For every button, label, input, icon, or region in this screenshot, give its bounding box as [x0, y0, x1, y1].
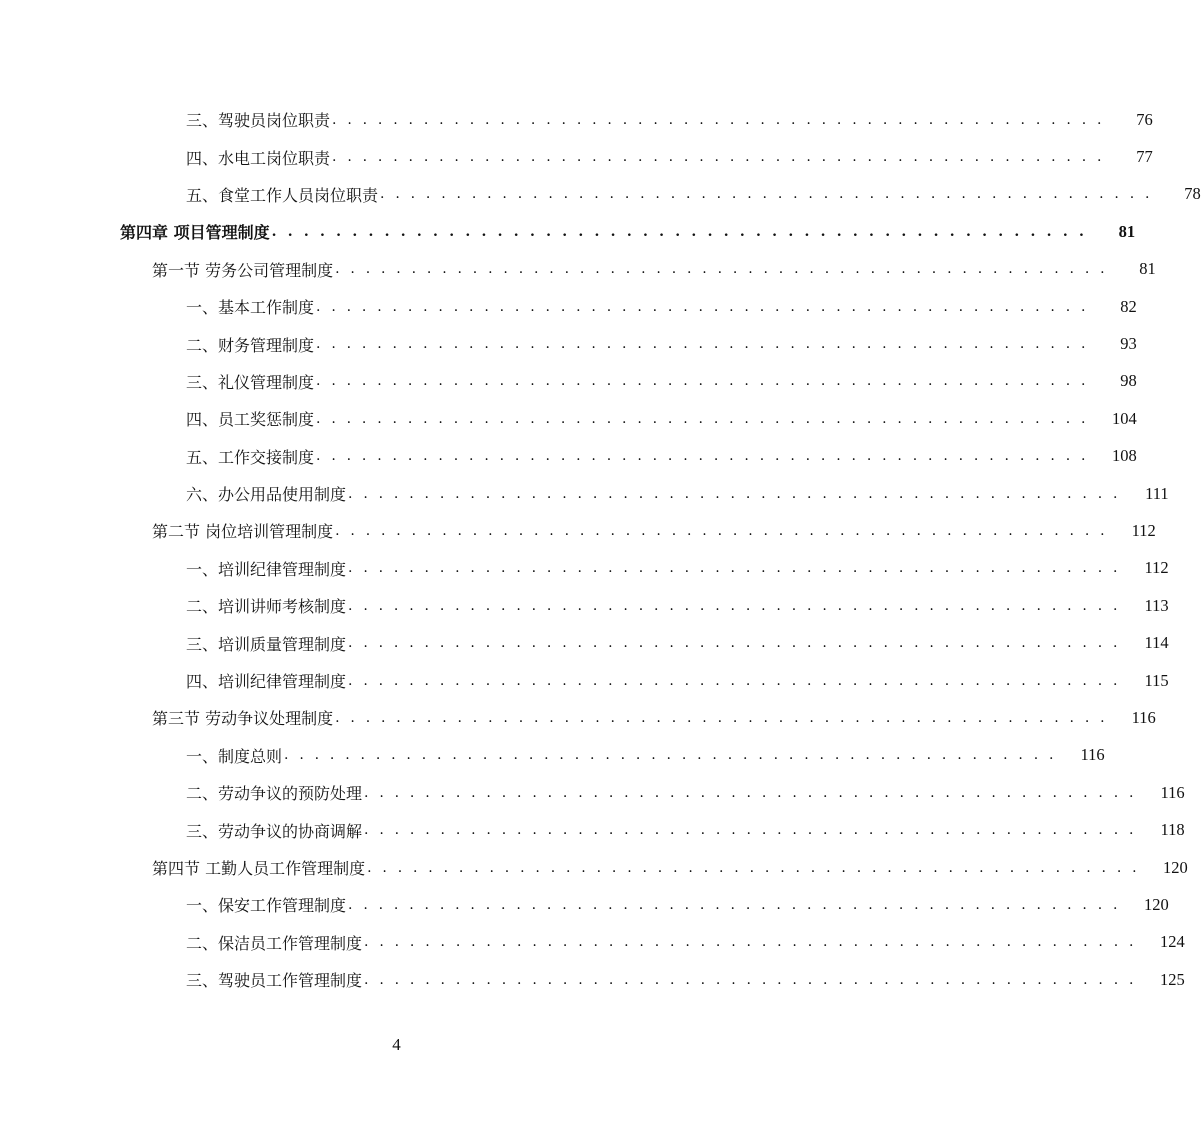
toc-entry-title: 三、劳动争议的协商调解	[186, 821, 363, 841]
toc-dot-leader: . . . . . . . . . . . . . . . . . . . . . . . . . . . . . . . . . . . . . . . . . . . . . . . . . . .	[316, 373, 1089, 390]
toc-entry-page: 76	[1136, 109, 1153, 129]
toc-entry-title: 第一节 劳务公司管理制度	[152, 260, 334, 280]
toc-dot-leader: . . . . . . . . . . . . . . . . . . . . . . . . . . . . . . . . . . . . . . . . . . . . . . . . . . .	[364, 934, 1137, 951]
toc-entry[interactable]	[0, 961, 1185, 998]
toc-entry[interactable]	[0, 288, 1137, 325]
toc-entry[interactable]	[0, 886, 1169, 923]
toc-entry-page: 112	[1131, 520, 1156, 540]
toc-entry-title: 五、食堂工作人员岗位职责	[186, 185, 379, 205]
toc-entry[interactable]	[0, 438, 1137, 475]
toc-entry-page: 111	[1145, 483, 1169, 503]
toc-dot-leader: . . . . . . . . . . . . . . . . . . . . . . . . . . . . . . . . . . . . . . . . . . . . . . . . . . .	[271, 223, 1088, 240]
toc-chapter-entry[interactable]	[0, 213, 1136, 250]
toc-dot-leader: . . . . . . . . . . . . . . . . . . . . . . . . . . . . . . . . . . . . . . . . . . . . . . . . . . .	[348, 672, 1121, 689]
toc-dot-leader: . . . . . . . . . . . . . . . . . . . . . . . . . . . . . . . . . . . . . . . . . . . . . . . . . . .	[348, 896, 1121, 913]
toc-entry-page: 78	[1184, 184, 1201, 204]
toc-entry-page: 118	[1160, 820, 1185, 840]
toc-dot-leader: . . . . . . . . . . . . . . . . . . . . . . . . . . . . . . . . . . . . . . . . . . . . . . . . . . .	[364, 971, 1137, 988]
toc-dot-leader: . . . . . . . . . . . . . . . . . . . . . . . . . . . . . . . . . . . . . . . . . . . . . . . . . . .	[316, 336, 1089, 353]
toc-entry-page: 81	[1118, 221, 1136, 241]
toc-entry-title: 三、驾驶员岗位职责	[186, 111, 331, 131]
toc-entry[interactable]	[0, 811, 1185, 848]
toc-dot-leader: . . . . . . . . . . . . . . . . . . . . . . . . . . . . . . . . . . . . . . . . . . . . . . . . . . .	[364, 822, 1137, 839]
toc-entry-title: 一、制度总则	[186, 746, 283, 766]
toc-entry[interactable]	[0, 176, 1201, 213]
table-of-contents	[0, 101, 1201, 998]
toc-entry-page: 112	[1144, 558, 1169, 578]
toc-entry-title: 六、办公用品使用制度	[186, 485, 347, 505]
toc-entry-title: 五、工作交接制度	[186, 447, 315, 467]
toc-entry-page: 124	[1159, 932, 1185, 952]
toc-dot-leader: . . . . . . . . . . . . . . . . . . . . . . . . . . . . . . . . . . . . . . . . . . . . . . . . . . .	[335, 709, 1108, 726]
toc-entry[interactable]	[0, 737, 1105, 774]
toc-entry[interactable]	[0, 138, 1153, 175]
toc-dot-leader: . . . . . . . . . . . . . . . . . . . . . . . . . . . . . . . . . . . . . . . . . . . . . . . . . . .	[316, 410, 1089, 427]
toc-section-entry[interactable]	[0, 251, 1156, 288]
toc-entry[interactable]	[0, 363, 1137, 400]
toc-dot-leader: . . . . . . . . . . . . . . . . . . . . . . . . . . . . . . . . . . . . . . . . . . . . . . . . . . .	[332, 111, 1105, 128]
toc-entry-title: 第二节 岗位培训管理制度	[152, 522, 334, 542]
toc-entry[interactable]	[0, 101, 1153, 138]
toc-entry-title: 第四章 项目管理制度	[120, 223, 270, 243]
toc-entry-page: 93	[1120, 334, 1137, 354]
toc-entry[interactable]	[0, 400, 1137, 437]
toc-entry[interactable]	[0, 662, 1169, 699]
toc-entry-page: 108	[1111, 446, 1137, 466]
toc-entry[interactable]	[0, 550, 1169, 587]
toc-entry[interactable]	[0, 624, 1169, 661]
toc-entry[interactable]	[0, 587, 1169, 624]
toc-entry-page: 104	[1111, 408, 1137, 428]
toc-dot-leader: . . . . . . . . . . . . . . . . . . . . . . . . . . . . . . . . . . . . . . . . . . . . . . . . . . .	[367, 859, 1140, 876]
toc-dot-leader: . . . . . . . . . . . . . . . . . . . . . . . . . . . . . . . . . . . . . . . . . . . . . . . . . . .	[348, 485, 1121, 502]
toc-entry-title: 三、培训质量管理制度	[186, 634, 347, 654]
toc-section-entry[interactable]	[0, 849, 1188, 886]
toc-entry-page: 77	[1136, 147, 1153, 167]
toc-entry-title: 第四节 工勤人员工作管理制度	[152, 859, 366, 878]
toc-entry-title: 三、驾驶员工作管理制度	[186, 971, 363, 991]
toc-dot-leader: . . . . . . . . . . . . . . . . . . . . . . . . . . . . . . . . . . . . . . . . . . . . . . . . . . .	[348, 635, 1121, 652]
toc-entry-title: 三、礼仪管理制度	[186, 372, 315, 392]
toc-entry[interactable]	[0, 924, 1185, 961]
toc-entry-title: 二、财务管理制度	[186, 335, 315, 355]
toc-dot-leader: . . . . . . . . . . . . . . . . . . . . . . . . . . . . . . . . . . . . . . . . . . . . . . . . . . .	[316, 448, 1089, 465]
toc-entry-page: 120	[1143, 894, 1169, 914]
toc-entry[interactable]	[0, 475, 1169, 512]
toc-entry-title: 第三节 劳动争议处理制度	[152, 709, 334, 729]
toc-dot-leader: . . . . . . . . . . . . . . . . . . . . . . . . . . . . . . . . . . . . . . . . . . . . . . . . . . .	[364, 784, 1137, 801]
toc-entry-page: 82	[1120, 296, 1137, 316]
toc-dot-leader: . . . . . . . . . . . . . . . . . . . . . . . . . . . . . . . . . . . . . . . . . . . . . . . . . . .	[348, 597, 1121, 614]
toc-entry-title: 四、员工奖惩制度	[186, 410, 315, 430]
toc-entry-page: 120	[1163, 857, 1188, 877]
toc-dot-leader: . . . . . . . . . . . . . . . . . . . . . . . . . . . . . . . . . . . . . . . . . . . . . . . . . . .	[332, 149, 1105, 166]
toc-entry-page: 116	[1080, 745, 1105, 765]
toc-entry-page: 116	[1160, 782, 1185, 802]
toc-dot-leader: . . . . . . . . . . . . . . . . . . . . . . . . . . . . . . . . . . . . . . . . . . . . . . . . . . .	[348, 560, 1121, 577]
toc-entry-page: 113	[1144, 595, 1169, 615]
toc-entry[interactable]	[0, 774, 1185, 811]
toc-entry-title: 二、劳动争议的预防处理	[186, 784, 363, 804]
toc-section-entry[interactable]	[0, 512, 1156, 549]
toc-dot-leader: . . . . . . . . . . . . . . . . . . . . . . . . . . . . . . . . . . . . . . . . . . . . . . . . . . .	[335, 261, 1108, 278]
toc-entry-page: 125	[1159, 969, 1185, 989]
toc-dot-leader: . . . . . . . . . . . . . . . . . . . . . . . . . . . . . . . . . . . . . . . . . . . . . . . . . . .	[380, 186, 1153, 203]
toc-entry[interactable]	[0, 325, 1137, 362]
toc-entry-title: 一、培训纪律管理制度	[186, 559, 347, 579]
toc-entry-title: 一、保安工作管理制度	[186, 896, 347, 916]
toc-entry-title: 二、保洁员工作管理制度	[186, 933, 363, 953]
toc-section-entry[interactable]	[0, 699, 1156, 736]
toc-entry-page: 116	[1131, 707, 1156, 727]
toc-dot-leader: . . . . . . . . . . . . . . . . . . . . . . . . . . . . . . . . . . . . . . . . . . . . . . . . . . .	[284, 747, 1057, 764]
toc-entry-title: 四、培训纪律管理制度	[186, 672, 347, 692]
toc-dot-leader: . . . . . . . . . . . . . . . . . . . . . . . . . . . . . . . . . . . . . . . . . . . . . . . . . . .	[316, 298, 1089, 315]
toc-entry-page: 81	[1139, 259, 1156, 279]
toc-entry-page: 115	[1144, 670, 1169, 690]
toc-dot-leader: . . . . . . . . . . . . . . . . . . . . . . . . . . . . . . . . . . . . . . . . . . . . . . . . . . .	[335, 522, 1108, 539]
page-number: 4	[392, 1035, 401, 1054]
toc-entry-page: 98	[1120, 371, 1137, 391]
toc-entry-page: 114	[1144, 633, 1169, 653]
toc-entry-title: 四、水电工岗位职责	[186, 148, 331, 168]
toc-entry-title: 二、培训讲师考核制度	[186, 597, 347, 617]
toc-entry-title: 一、基本工作制度	[186, 298, 315, 318]
